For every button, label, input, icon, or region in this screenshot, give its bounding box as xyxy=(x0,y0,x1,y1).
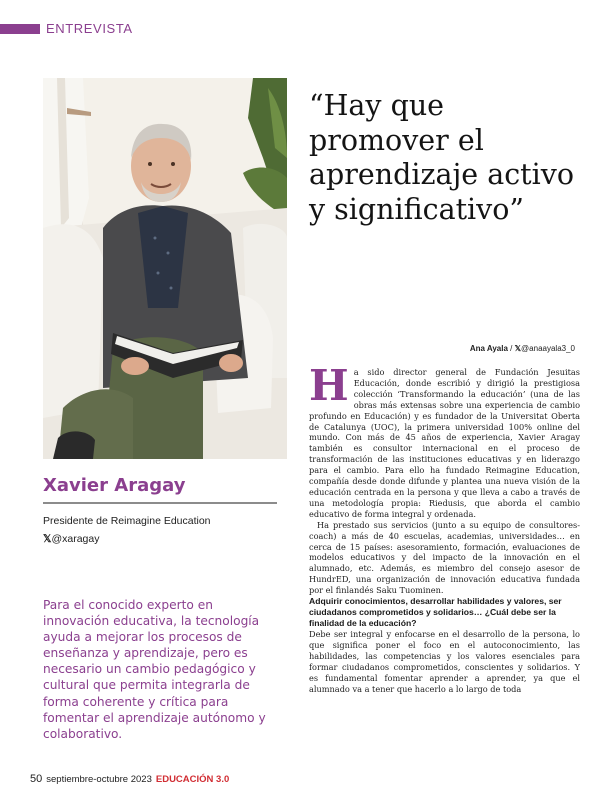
publication-name: EDUCACIÓN 3.0 xyxy=(155,774,230,785)
x-logo-icon: 𝕏 xyxy=(514,344,522,353)
byline-separator: / xyxy=(507,344,515,353)
page-footer xyxy=(30,773,229,785)
article-body xyxy=(309,367,580,779)
intro-standfirst: Para el conocido experto en innovación educativa, la tecnología ayuda a mejorar los procesos de enseñanza y aprendizaje, pero es necesario un cambio pedagógico y cultural que permita integrarla de forma coherente y crítica para fomentar el aprendizaje autónomo y colaborativo. xyxy=(43,598,266,741)
body-paragraph xyxy=(309,367,580,520)
interview-answer: Debe ser integral y enfocarse en el desarrollo de la persona, lo que significa poner el foco en el autoconocimiento, las habilidades, las competencias y los valores esenciales para formar ciudadanos comprometidos, conscientes y solidarios. Y es fundamental fomentar aprender a aprender, ya que el alumnado va a tener que hacerlo a lo largo de toda xyxy=(309,629,580,694)
issue-date: septiembre-octubre 2023 xyxy=(46,774,152,785)
headline: “Hay que promover el aprendizaje activo y significativo” xyxy=(309,89,574,226)
interviewee-social xyxy=(43,533,99,545)
body-paragraph: Ha prestado sus servicios (junto a su equipo de consultores-coach) a más de 40 escuelas, academias, universidades… en cerca de 15 países: asesoramiento, formación, evaluaciones de modelos educativos y del impacto de la innovación en el alumnado, etc. Además, es miembro del consejo asesor de HundrED, una organización de innovación educativa fundada por el finlandés Saku Tuominen. xyxy=(309,519,580,596)
author-byline xyxy=(470,344,575,353)
interview-question: Adquirir conocimientos, desarrollar habilidades y valores, ser ciudadanos comprometidos y solidarios… ¿Cuál debe ser la finalidad de la educación? xyxy=(309,596,562,629)
section-accent-bar xyxy=(0,24,40,34)
drop-cap: H xyxy=(309,367,349,410)
author-handle[interactable]: @anaayala3_0 xyxy=(521,344,575,353)
paragraph-text: a sido director general de Fundación Jesuitas Educación, donde escribió y dirigió la prestigiosa colección ‘Transformando la educación’ (una de las obras más extensas sobre una experiencia de cambio profundo en Educación) y es fundador de la Universitat Oberta de Catalunya (UOC), la primera universidad 100% online del mundo. Con más de 45 años de experiencia, Xavier Aragay también es consultor internacional en el proceso de transformación de las instituciones educativas y en liderazgo para el cambio. Para ello ha fundado Reimagine Education, compañía desde donde difunde y plantea una nueva visión de la educación centrada en la persona y que lleva a cabo a través de una metodología propia: Riedusis, que aborda el cambio educativo de forma integral y ordenada. xyxy=(309,367,580,519)
interviewee-role: Presidente de Reimagine Education xyxy=(43,515,211,527)
interviewee-name: Xavier Aragay xyxy=(43,475,186,496)
author-name: Ana Ayala xyxy=(469,344,508,353)
section-label: ENTREVISTA xyxy=(46,21,133,36)
name-divider xyxy=(43,502,277,504)
page-number: 50 xyxy=(30,773,43,785)
interviewee-handle[interactable]: @xaragay xyxy=(51,533,100,545)
x-logo-icon: 𝕏 xyxy=(43,533,52,545)
interviewee-photo xyxy=(43,78,287,459)
